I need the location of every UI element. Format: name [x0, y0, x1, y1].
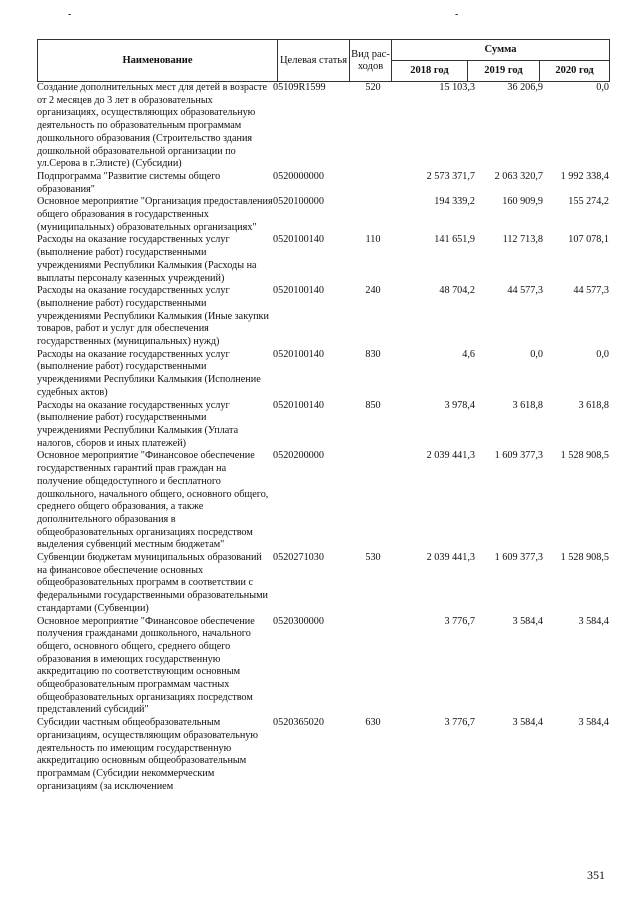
row-name: Субвенции бюджетам муниципальных образований на финансовое обеспечение основных общеобразовательных программ в соответствии с федеральными государственными образовательными стандартами (Субвенции) — [37, 552, 269, 614]
row-sum-2020: 1 528 908,5 — [560, 552, 609, 564]
row-name: Расходы на оказание государственных услуг (выполнение работ) государственными учреждениями Республики Калмыкия (Иные закупки товаров, работ и услуг для обеспечения государственных (муниципальных) нужд) — [37, 285, 269, 348]
row-sum-2019: 2 063 320,7 — [494, 170, 543, 182]
table-header — [37, 39, 610, 82]
header-target-article: Целевая статья — [278, 40, 350, 82]
table-row — [37, 450, 609, 552]
table-row — [37, 171, 609, 196]
row-sum-2020: 0,0 — [596, 82, 609, 93]
row-sum-2018: 2 039 441,3 — [426, 450, 475, 462]
row-expense-type — [353, 196, 393, 234]
row-sum-2019: 36 206,9 — [507, 82, 543, 93]
row-expense-type: 240 — [365, 285, 381, 297]
page-number: 351 — [587, 868, 605, 882]
row-name: Подпрограмма "Развитие системы общего образования" — [37, 170, 221, 195]
row-target-article: 05109R1599 — [273, 82, 326, 93]
row-sum-2018: 4,6 — [462, 348, 475, 360]
row-sum-2019: 44 577,3 — [507, 285, 543, 297]
row-sum-2020: 107 078,1 — [568, 234, 609, 246]
row-sum-2019: 1 609 377,3 — [494, 552, 543, 564]
row-expense-type: 520 — [365, 82, 381, 93]
header-year-2019: 2019 год — [468, 61, 540, 82]
row-name: Расходы на оказание государственных услуг (выполнение работ) государственными учреждениями Республики Калмыкия (Расходы на выплаты персоналу казенных учреждений) — [37, 234, 257, 284]
row-name: Создание дополнительных мест для детей в возрасте от 2 месяцев до 3 лет в образовательных организациях, осуществляющих образовательную деятельность по образовательным программам дошкольного образования (Строительство здания дошкольной образовательной организации по ул.Серова в г.Элисте) (Субсидии) — [37, 82, 267, 170]
row-expense-type — [353, 171, 393, 196]
row-sum-2020: 155 274,2 — [568, 196, 609, 208]
row-sum-2019: 0,0 — [530, 348, 543, 360]
row-sum-2018: 2 039 441,3 — [426, 552, 475, 564]
row-expense-type — [353, 450, 393, 552]
row-sum-2020: 44 577,3 — [573, 285, 609, 297]
table-row — [37, 717, 609, 793]
scan-mark-right: - — [455, 9, 459, 20]
row-sum-2018: 141 651,9 — [434, 234, 475, 246]
header-name: Наименование — [38, 40, 278, 82]
row-sum-2018: 3 776,7 — [444, 717, 475, 729]
row-sum-2019: 3 618,8 — [512, 399, 543, 411]
row-target-article: 0520300000 — [273, 615, 324, 627]
row-sum-2019: 112 713,8 — [502, 234, 543, 246]
row-expense-type: 830 — [365, 348, 381, 360]
scan-mark-left: - — [68, 9, 72, 20]
row-target-article: 0520100000 — [273, 196, 324, 208]
row-sum-2019: 160 909,9 — [502, 196, 543, 208]
table-row — [37, 196, 609, 234]
row-target-article: 0520100140 — [273, 348, 324, 360]
row-sum-2020: 1 528 908,5 — [560, 450, 609, 462]
row-expense-type: 110 — [365, 234, 381, 246]
header-expense-type: Вид рас-ходов — [350, 40, 392, 82]
row-name: Расходы на оказание государственных услуг (выполнение работ) государственными учреждениями Республики Калмыкия (Исполнение судебных актов) — [37, 348, 261, 398]
table-body — [37, 82, 609, 852]
table-row — [37, 82, 609, 171]
table-row — [37, 234, 609, 285]
row-sum-2020: 1 992 338,4 — [560, 170, 609, 182]
header-sum: Сумма — [392, 40, 610, 61]
row-sum-2019: 3 584,4 — [512, 717, 543, 729]
row-name: Основное мероприятие "Финансовое обеспечение получения гражданами дошкольного, начального общего, основного общего, среднего общего образования в имеющих государственную аккредитацию по соответствующим основным общеобразовательным программам частных общеобразовательных организациях посредством представлений субсидий" — [37, 615, 255, 716]
row-name: Субсидии частным общеобразовательным организациям, осуществляющим образовательную деятельность по имеющим государственную аккредитацию основным общеобразовательным программам (Субсидии некоммерческим организациям (за исключением — [37, 717, 258, 792]
row-expense-type: 530 — [365, 552, 381, 564]
row-sum-2018: 3 776,7 — [444, 615, 475, 627]
table-row — [37, 285, 609, 349]
row-expense-type: 850 — [365, 399, 381, 411]
row-sum-2020: 0,0 — [596, 348, 609, 360]
row-sum-2020: 3 584,4 — [578, 717, 609, 729]
row-sum-2018: 3 978,4 — [444, 399, 475, 411]
row-name: Расходы на оказание государственных услуг (выполнение работ) государственными учреждениями Республики Калмыкия (Уплата налогов, сборов и иных платежей) — [37, 399, 239, 449]
row-sum-2019: 1 609 377,3 — [494, 450, 543, 462]
table-row — [37, 616, 609, 718]
table-row — [37, 400, 609, 451]
row-sum-2018: 48 704,2 — [439, 285, 475, 297]
row-sum-2020: 3 618,8 — [578, 399, 609, 411]
row-sum-2018: 2 573 371,7 — [426, 170, 475, 182]
row-target-article: 0520100140 — [273, 285, 324, 297]
row-expense-type — [353, 616, 393, 718]
row-sum-2019: 3 584,4 — [512, 615, 543, 627]
row-target-article: 0520000000 — [273, 170, 324, 182]
row-target-article: 0520200000 — [273, 450, 324, 462]
row-expense-type: 630 — [365, 717, 381, 729]
header-year-2018: 2018 год — [392, 61, 468, 82]
row-sum-2018: 194 339,2 — [434, 196, 475, 208]
table-row — [37, 349, 609, 400]
header-year-2020: 2020 год — [540, 61, 610, 82]
row-name: Основное мероприятие "Финансовое обеспечение государственных гарантий прав граждан на получение общедоступного и бесплатного дошкольного, начального общего, основного общего, среднего общего образования, а также дополнительного образования в общеобразовательных организациях посредством выделения субвенций местным бюджетам" — [37, 450, 269, 551]
row-sum-2018: 15 103,3 — [439, 82, 475, 93]
row-name: Основное мероприятие "Организация предоставления общего образования в государственных (муниципальных) образовательных организациях" — [37, 196, 273, 233]
row-target-article: 0520365020 — [273, 717, 324, 729]
table-row — [37, 552, 609, 616]
row-target-article: 0520100140 — [273, 399, 324, 411]
row-target-article: 0520271030 — [273, 552, 324, 564]
row-sum-2020: 3 584,4 — [578, 615, 609, 627]
row-target-article: 0520100140 — [273, 234, 324, 246]
